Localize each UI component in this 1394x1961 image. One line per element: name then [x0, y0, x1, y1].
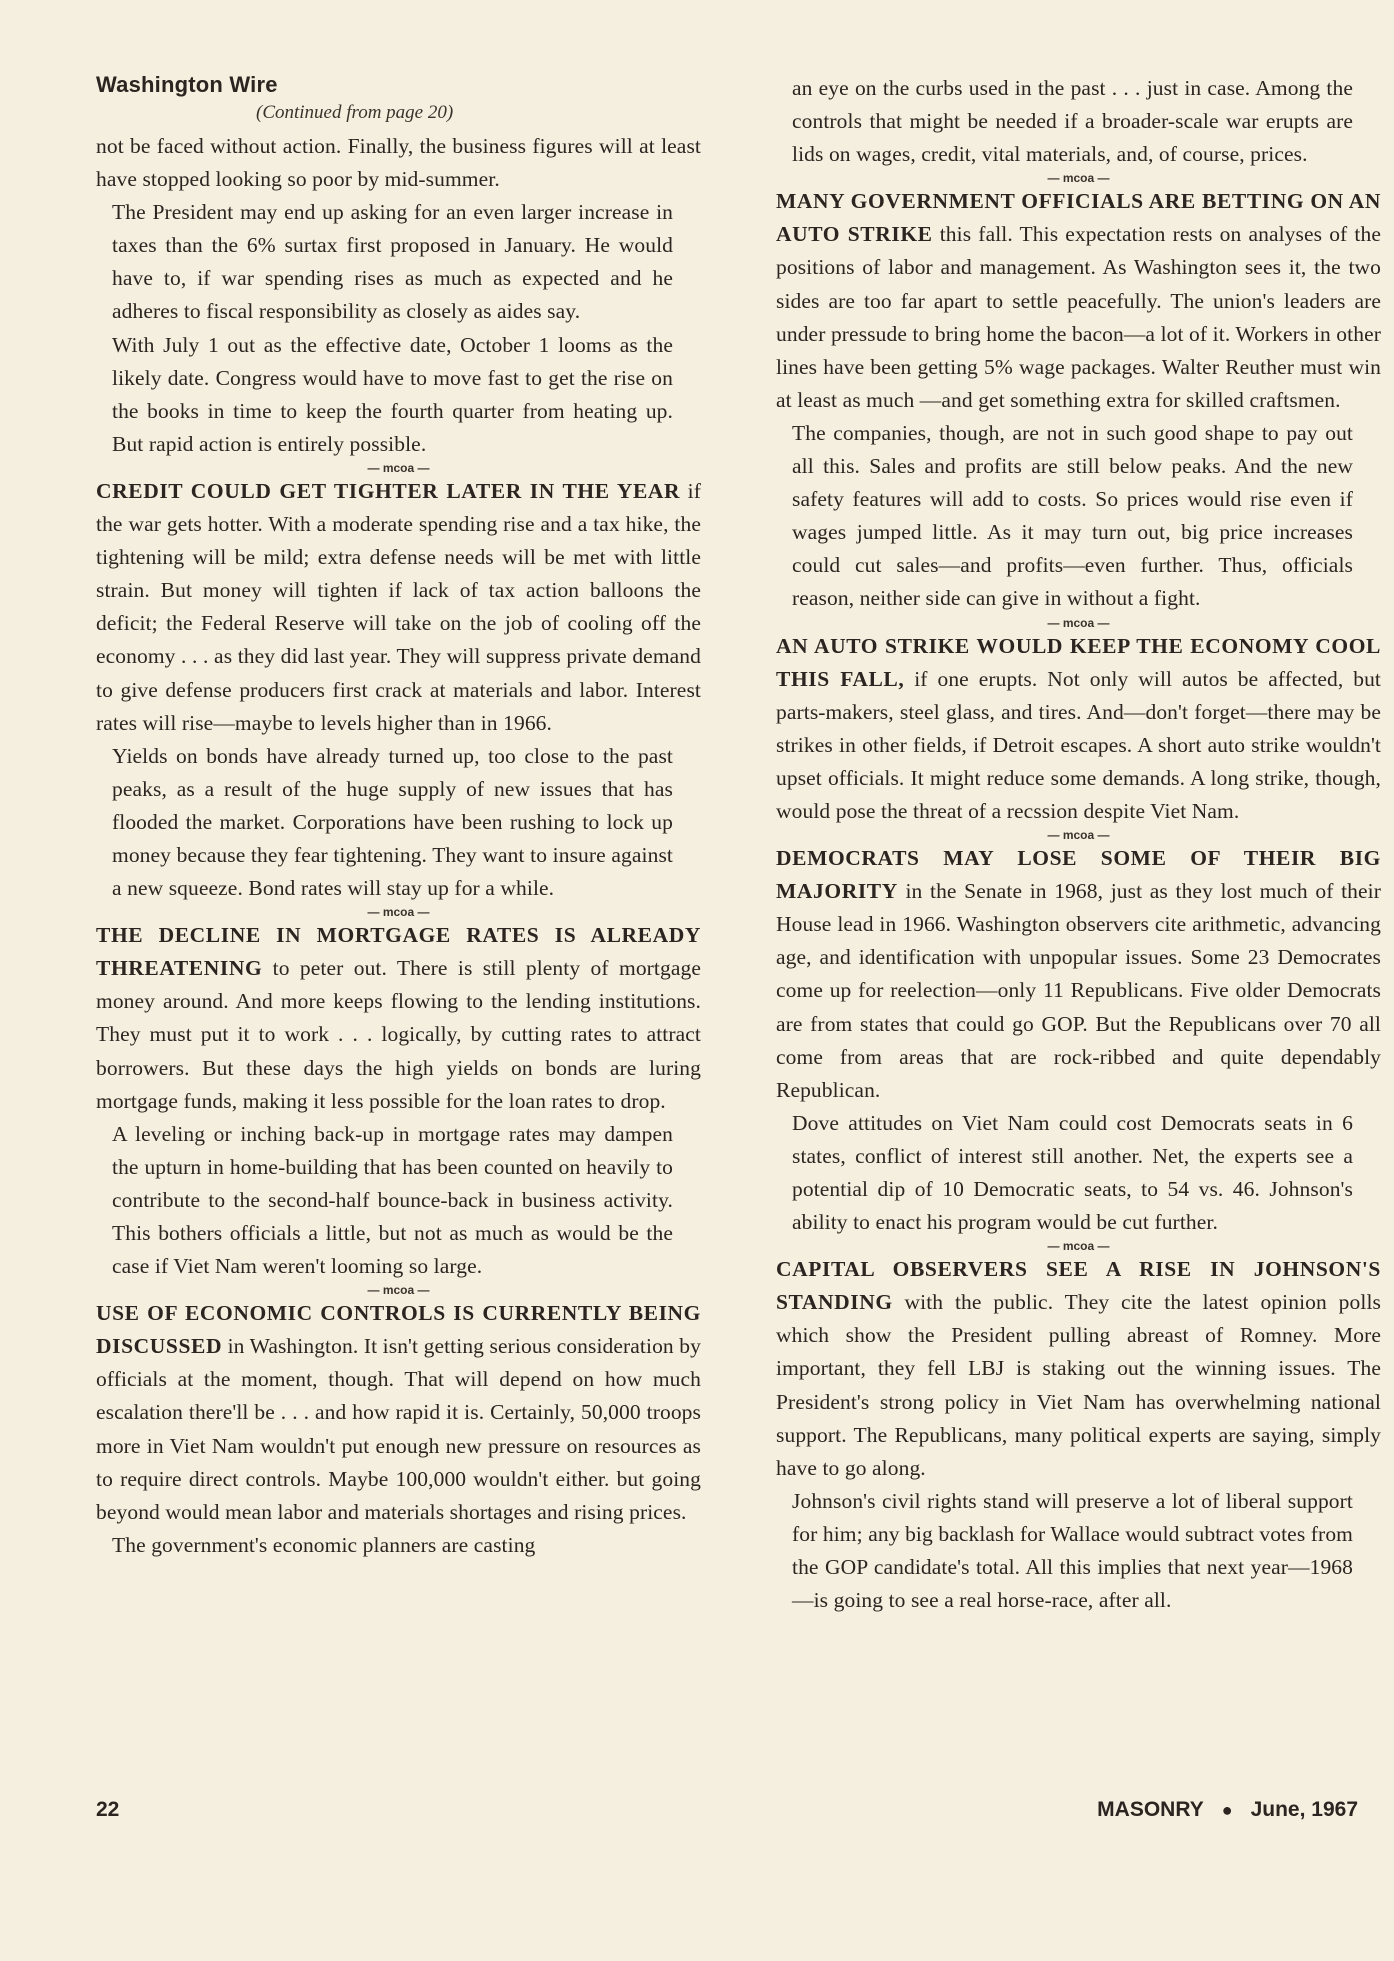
item-body: if one erupts. Not only will autos be affected, but parts-makers, steel glass, and tires. And—don't forget—there may be strikes in other fields, if Detroit escapes. A short auto strike wouldn't upset officials. It might reduce some demands. A long strike, though, would pose the threat of a recssion despite Viet Nam.	[776, 666, 1381, 823]
item-lead: USE OF ECONOMIC CONTROLS IS CURRENTLY BEING DISCUSSED	[96, 1301, 701, 1359]
item-lead: DEMOCRATS MAY LOSE SOME OF THEIR BIG MAJORITY	[776, 846, 1381, 904]
bullet-icon: ●	[1221, 1800, 1233, 1820]
separator: — mcoa —	[367, 905, 430, 920]
item-lead: THE DECLINE IN MORTGAGE RATES IS ALREADY THREATENING	[96, 923, 701, 981]
item-body: if the war gets hotter. With a moderate spending rise and a tax hike, the tightening will be mild; extra defense needs will be met with little strain. But money will tighten if lack of tax action balloons the deficit; the Federal Reserve will take on the job of cooling off the economy . . . as they did last year. They will suppress private demand to give defense producers first crack at materials and labor. Interest rates will rise—maybe to levels higher than in 1966.	[96, 478, 701, 735]
paragraph: Dove attitudes on Viet Nam could cost Democrats seats in 6 states, conflict of interest still another. Net, the experts see a potential dip of 10 Democratic seats, to 54 vs. 46. Johnson's ability to enact his program would be cut further.	[792, 1110, 1353, 1235]
item-body: this fall. This expectation rests on analyses of the positions of labor and management. As Washington sees it, the two sides are too far apart to settle peacefully. The union's leaders are under pressude to bring home the bacon—a lot of it. Workers in other lines have been getting 5% wage packages. Walter Reuther must win at least as much —and get something extra for skilled craftsmen.	[776, 222, 1381, 412]
paragraph	[96, 919, 701, 1118]
paragraph	[96, 475, 701, 740]
paragraph: A leveling or inching back-up in mortgage rates may dampen the upturn in home-building that has been counted on heavily to contribute to the second-half bounce-back in business activity. This bothers officials a little, but not as much as would be the case if Viet Nam weren't looming so large.	[112, 1121, 673, 1279]
left-column	[96, 72, 701, 1562]
paragraph	[776, 630, 1381, 829]
item-lead: MANY GOVERNMENT OFFICIALS ARE BETTING ON AN AUTO STRIKE	[776, 189, 1381, 247]
item-body: to peter out. There is still plenty of mortgage money around. And more keeps flowing to the lending institutions. They must put it to work . . . logically, by cutting rates to attract borrowers. But these days the high yields on bonds are luring mortgage funds, making it less possible for the loan rates to drop.	[96, 956, 701, 1113]
publication-info	[1097, 1798, 1358, 1822]
separator: — mcoa —	[1047, 1239, 1110, 1254]
paragraph: Yields on bonds have already turned up, too close to the past peaks, as a result of the huge supply of new issues that has flooded the market. Corporations have been rushing to lock up money because they fear tightening. They want to insure against a new squeeze. Bond rates will stay up for a while.	[112, 743, 673, 901]
continued-note: (Continued from page 20)	[256, 102, 454, 123]
magazine-name: MASONRY	[1097, 1798, 1204, 1821]
paragraph	[776, 185, 1381, 417]
paragraph: With July 1 out as the effective date, October 1 looms as the likely date. Congress would have to move fast to get the rise on the books in time to keep the fourth quarter from heating up. But rapid action is entirely possible.	[112, 332, 673, 456]
paragraph	[776, 842, 1381, 1107]
issue-date: June, 1967	[1250, 1798, 1358, 1821]
section-title: Washington Wire	[96, 72, 278, 97]
item-body: with the public. They cite the latest opinion polls which show the President pulling abreast of Romney. More important, they fell LBJ is staking out the winning issues. The President's strong policy in Viet Nam has overwhelming national support. The Republicans, many political experts are saying, simply have to go along.	[776, 1290, 1381, 1480]
separator: — mcoa —	[1047, 171, 1110, 186]
right-column	[776, 72, 1381, 1617]
item-lead: CAPITAL OBSERVERS SEE A RISE IN JOHNSON'S STANDING	[776, 1257, 1381, 1315]
item-lead: AN AUTO STRIKE WOULD KEEP THE ECONOMY COOL THIS FALL,	[776, 633, 1381, 691]
separator: — mcoa —	[367, 460, 430, 475]
paragraph: The government's economic planners are casting	[112, 1532, 536, 1557]
item-body: in the Senate in 1968, just as they lost much of their House lead in 1966. Washington observers cite arithmetic, advancing age, and identification with unpopular issues. Some 23 Democrates come up for reelection—only 11 Republicans. Five older Democrats are from states that could go GOP. But the Republicans over 70 all come from areas that are rock-ribbed and quite dependably Republican.	[776, 879, 1381, 1102]
separator: — mcoa —	[1047, 615, 1110, 630]
paragraph	[96, 1297, 701, 1529]
paragraph: The President may end up asking for an even larger increase in taxes than the 6% surtax first proposed in January. He would have to, if war spending rises as much as expected and he adheres to fiscal responsibility as closely as aides say.	[112, 200, 673, 324]
item-lead: CREDIT COULD GET TIGHTER LATER IN THE YEAR	[96, 478, 681, 503]
paragraph	[776, 1253, 1381, 1485]
item-body: in Washington. It isn't getting serious consideration by officials at the moment, though. That will depend on how much escalation there'll be . . . and how rapid it is. Certainly, 50,000 troops more in Viet Nam wouldn't put enough new pressure on resources as to require direct controls. Maybe 100,000 wouldn't either. but going beyond would mean labor and materials shortages and rising prices.	[96, 1334, 701, 1524]
paragraph: not be faced without action. Finally, the business figures will at least have stopped looking so poor by mid-summer.	[96, 134, 701, 192]
separator: — mcoa —	[1047, 828, 1110, 843]
paragraph: an eye on the curbs used in the past . . . just in case. Among the controls that might be needed if a broader-scale war erupts are lids on wages, credit, vital materials, and, of course, prices.	[792, 76, 1353, 167]
page-number: 22	[96, 1798, 120, 1821]
paragraph: Johnson's civil rights stand will preserve a lot of liberal support for him; any big backlash for Wallace would subtract votes from the GOP candidate's total. All this implies that next year—1968 —is going to see a real horse-race, after all.	[792, 1488, 1353, 1613]
separator: — mcoa —	[367, 1283, 430, 1298]
paragraph: The companies, though, are not in such good shape to pay out all this. Sales and profits are still below peaks. And the new safety features will add to costs. So prices would rise even if wages jumped little. As it may turn out, big price increases could cut sales—and profits—even further. Thus, officials reason, neither side can give in without a fight.	[792, 420, 1353, 611]
